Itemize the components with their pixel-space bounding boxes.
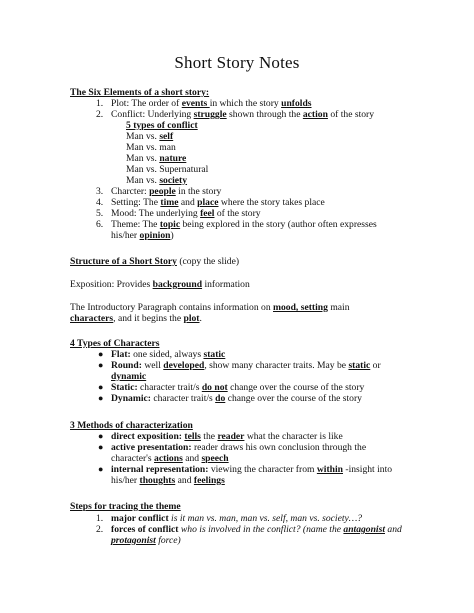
plot-item: Plot: The order of events in which the story unfolds: [111, 98, 312, 109]
page-title: Short Story Notes: [174, 53, 300, 72]
setting-item: Setting: The time and place where the story takes place: [111, 197, 325, 208]
structure-line: Structure of a Short Story (copy the slide): [70, 256, 240, 267]
exposition-line: Exposition: Provides background information: [70, 279, 250, 290]
static-item: Static: character trait/s do not change over the course of the story: [111, 382, 365, 393]
theme-item-continued: his/her opinion): [111, 230, 174, 241]
active-presentation-item: active presentation: reader draws his own conclusion through the: [111, 442, 367, 453]
bullet-icon: ●: [98, 360, 104, 370]
round-item: Round: well developed, show many character traits. May be static or: [111, 360, 381, 371]
bullet-icon: ●: [98, 393, 104, 403]
bullet-icon: ●: [98, 349, 104, 359]
six-elements-heading: The Six Elements of a short story:: [70, 87, 210, 98]
list-number: 6.: [96, 219, 104, 230]
mood-item: Mood: The underlying feel of the story: [111, 208, 261, 219]
direct-exposition-item: direct exposition: tells the reader what the character is like: [111, 431, 343, 442]
major-conflict-item: major conflict is it man vs. man, man vs. self, man vs. society…?: [111, 513, 363, 524]
conflict-type: Man vs. man: [126, 142, 176, 153]
dynamic-item: Dynamic: character trait/s do change over the course of the story: [111, 393, 362, 404]
list-number: 3.: [96, 186, 104, 197]
list-number: 2.: [96, 524, 104, 535]
conflict-type: Man vs. self: [126, 131, 174, 142]
internal-representation-continued: his/her thoughts and feelings: [111, 475, 225, 486]
bullet-icon: ●: [98, 382, 104, 392]
list-number: 1.: [96, 98, 104, 109]
round-item-continued: dynamic: [111, 371, 147, 382]
list-number: 5.: [96, 208, 104, 219]
active-presentation-continued: character's actions and speech: [111, 453, 229, 464]
methods-heading: 3 Methods of characterization: [70, 420, 193, 431]
forces-of-conflict-item: forces of conflict who is involved in the conflict? (name the antagonist and: [111, 524, 402, 535]
list-number: 1.: [96, 513, 104, 524]
bullet-icon: ●: [98, 431, 104, 441]
forces-of-conflict-continued: protagonist force): [111, 535, 181, 546]
theme-item: Theme: The topic being explored in the story (author often expresses: [111, 219, 377, 230]
character-item: Charcter: people in the story: [111, 186, 222, 197]
flat-item: Flat: one sided, always static: [111, 349, 226, 360]
character-types-heading: 4 Types of Characters: [70, 338, 160, 349]
bullet-icon: ●: [98, 442, 104, 452]
intro-paragraph: The Introductory Paragraph contains information on mood, setting main: [70, 302, 350, 313]
conflict-type: Man vs. Supernatural: [126, 164, 209, 175]
intro-paragraph-continued: characters, and it begins the plot.: [70, 313, 202, 324]
list-number: 2.: [96, 109, 104, 120]
bullet-icon: ●: [98, 464, 104, 474]
conflict-type: Man vs. society: [126, 175, 188, 186]
conflict-item: Conflict: Underlying struggle shown through the action of the story: [111, 109, 375, 120]
conflict-types-heading: 5 types of conflict: [126, 120, 198, 131]
steps-heading: Steps for tracing the theme: [70, 501, 181, 512]
list-number: 4.: [96, 197, 104, 208]
conflict-type: Man vs. nature: [126, 153, 187, 164]
internal-representation-item: internal representation: viewing the character from within -insight into: [111, 464, 393, 475]
